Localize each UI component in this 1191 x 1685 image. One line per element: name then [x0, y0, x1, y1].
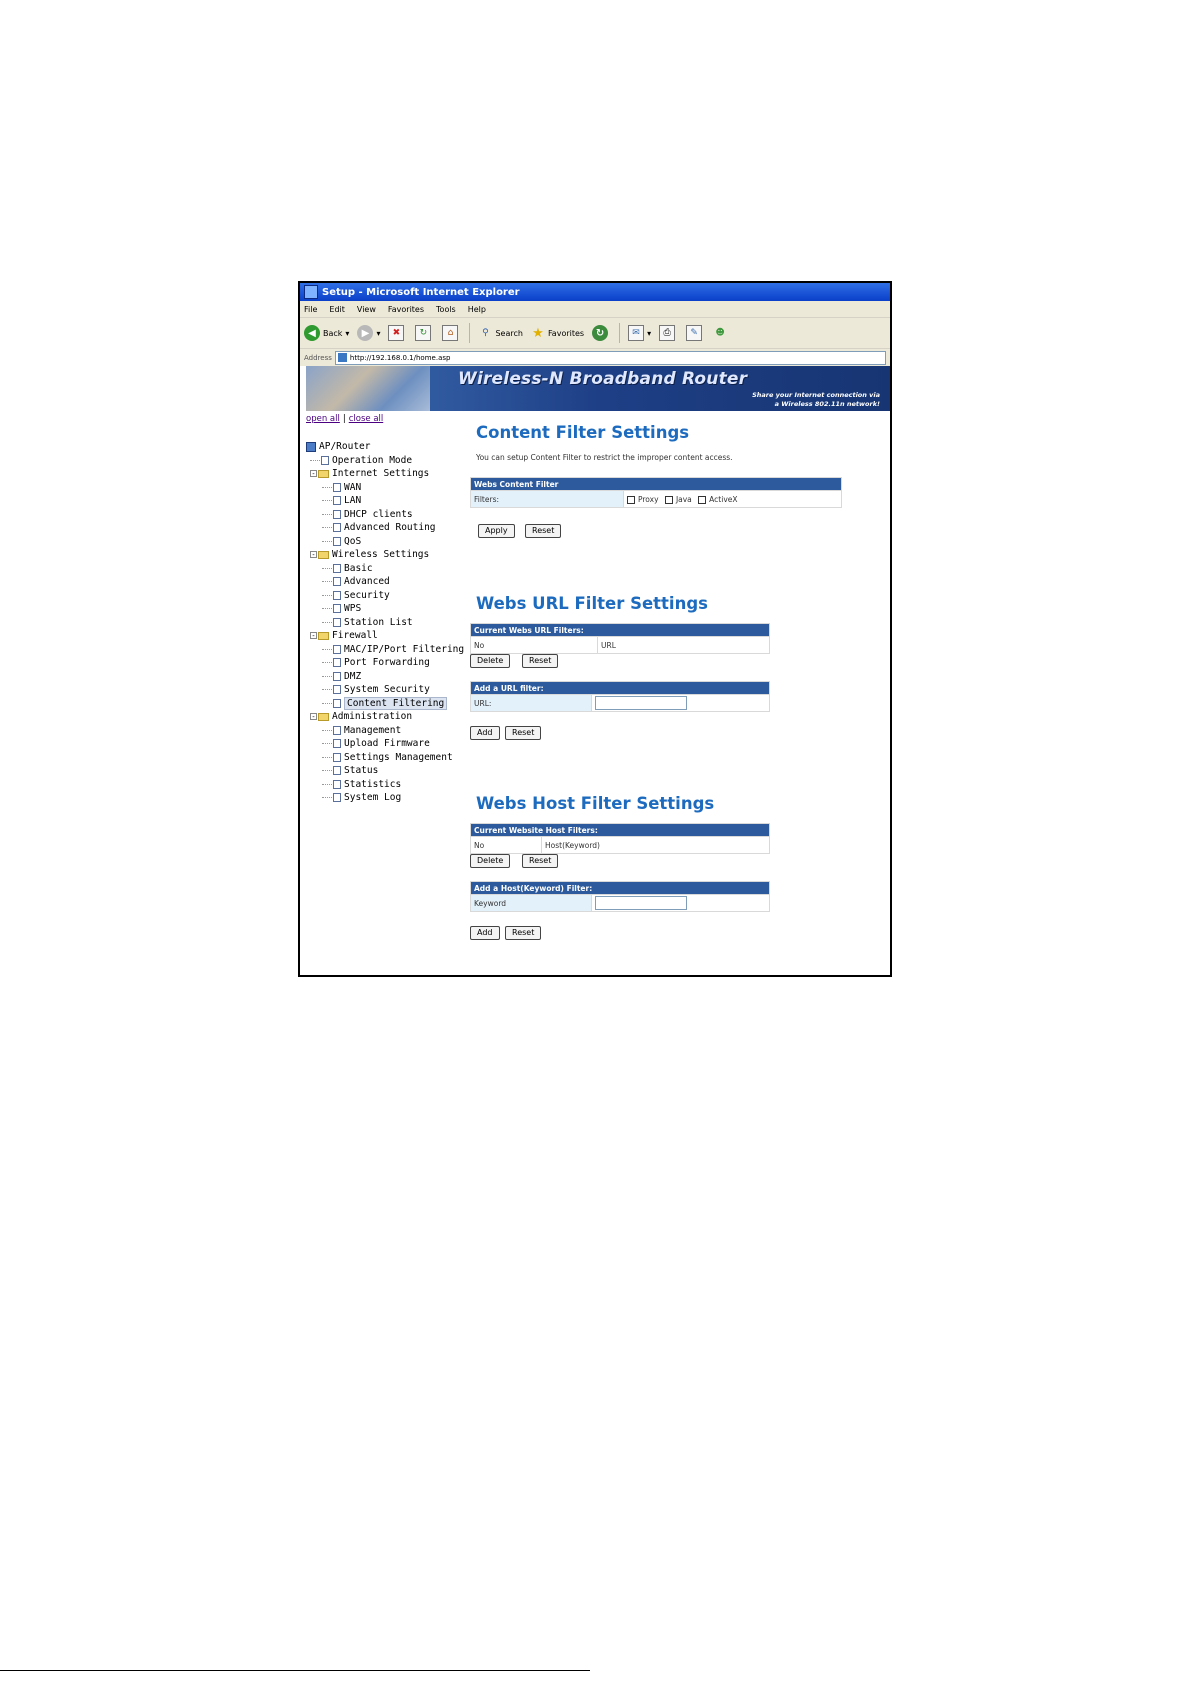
forward-arrow-icon: ▶: [357, 325, 373, 341]
tree-item[interactable]: [306, 589, 486, 603]
tree-item-label: Status: [344, 765, 379, 776]
search-icon: ⚲: [482, 328, 489, 338]
page-icon: [333, 577, 341, 586]
tree-item-label: System Security: [344, 684, 430, 695]
tree-item[interactable]: [306, 508, 486, 522]
page-icon: [333, 510, 341, 519]
tree-connector: [322, 676, 332, 677]
url-reset-button[interactable]: Reset: [522, 654, 558, 668]
tree-folder[interactable]: [306, 629, 486, 643]
host-delete-button[interactable]: Delete: [470, 854, 510, 868]
tree-connector: [322, 527, 332, 528]
banner-tagline: a Wireless 802.11n network!: [774, 400, 880, 408]
folder-icon: [318, 713, 329, 721]
tree-connector: [322, 649, 332, 650]
close-all-link[interactable]: close all: [348, 414, 384, 424]
banner-photo: [306, 366, 430, 411]
url-field-label: URL:: [471, 695, 592, 712]
tree-item[interactable]: [306, 602, 486, 616]
page-icon: [333, 739, 341, 748]
tree-item[interactable]: [306, 656, 486, 670]
toolbar-separator: [619, 323, 620, 343]
search-button[interactable]: [478, 326, 522, 340]
toolbar: [300, 318, 890, 349]
table-header: Current Webs URL Filters:: [471, 624, 770, 637]
page-icon: [333, 604, 341, 613]
page-icon: [333, 753, 341, 762]
tree-item-label: Content Filtering: [344, 697, 447, 710]
menu-view[interactable]: View: [356, 304, 376, 314]
tree-item[interactable]: [306, 562, 486, 576]
tree-item-label: WAN: [344, 481, 362, 493]
tree-connector: [322, 662, 332, 663]
current-host-filters-table: [470, 823, 770, 854]
back-arrow-icon: ◀: [304, 325, 320, 341]
tree-connector: [322, 784, 332, 785]
apply-button[interactable]: Apply: [478, 524, 515, 538]
column-header-url: URL: [598, 637, 770, 654]
page-icon: [333, 591, 341, 600]
tree-item[interactable]: [306, 791, 486, 805]
filters-options: [624, 491, 842, 508]
page-icon: [333, 685, 341, 694]
search-label: Search: [495, 328, 523, 338]
tree-item-label: System Log: [344, 792, 402, 803]
address-bar: [300, 349, 890, 367]
tree-item[interactable]: [306, 751, 486, 765]
menu-file[interactable]: File: [304, 304, 318, 314]
column-header-host: Host(Keyword): [542, 837, 770, 854]
tree-connector: [322, 703, 332, 704]
router-banner: [306, 366, 890, 411]
tree-item[interactable]: [306, 778, 486, 792]
page-icon: [333, 523, 341, 532]
toolbar-separator: [469, 323, 470, 343]
mail-icon: ✉: [628, 325, 644, 341]
folder-icon: [318, 632, 329, 640]
tree-item-label: Basic: [344, 562, 373, 574]
computer-icon: [306, 442, 316, 452]
tree-item-label: Port Forwarding: [344, 657, 430, 668]
mail-dropdown-icon[interactable]: ▾: [647, 328, 652, 338]
tree-connector: [322, 595, 332, 596]
tree-item-label: Upload Firmware: [344, 738, 430, 749]
home-button[interactable]: [442, 325, 461, 341]
address-url: http://192.168.0.1/home.asp: [349, 353, 451, 362]
tree-connector: [310, 460, 320, 461]
tree-folder[interactable]: [306, 710, 486, 724]
tree-item-label: Operation Mode: [332, 454, 413, 466]
link-separator: |: [342, 414, 346, 424]
tree-connector: [322, 622, 332, 623]
tree-item-label: DHCP clients: [344, 508, 413, 520]
tree-connector: [322, 500, 332, 501]
refresh-button[interactable]: [415, 325, 434, 341]
host-add-reset-button[interactable]: Reset: [505, 926, 541, 940]
page-icon: [321, 456, 329, 465]
tree-connector: [322, 608, 332, 609]
tree-item[interactable]: [306, 737, 486, 751]
tree-connector: [322, 514, 332, 515]
collapse-toggle-icon[interactable]: -: [311, 551, 316, 559]
tree-item-label: Advanced: [344, 576, 390, 587]
tree-item-label: Security: [344, 589, 390, 601]
tree-item-label: Wireless Settings: [332, 549, 430, 560]
tree-item[interactable]: [306, 521, 486, 535]
tree-root[interactable]: [306, 440, 486, 454]
page-icon: [338, 353, 347, 362]
page-icon: [333, 766, 341, 775]
mail-button[interactable]: [628, 325, 651, 341]
favorites-label: Favorites: [547, 328, 585, 338]
history-button[interactable]: [592, 325, 611, 341]
tree-item[interactable]: [306, 616, 486, 630]
page-icon: [333, 658, 341, 667]
collapse-toggle-icon[interactable]: -: [311, 713, 316, 721]
url-add-reset-button[interactable]: Reset: [505, 726, 541, 740]
tree-item[interactable]: [306, 724, 486, 738]
forward-button[interactable]: [357, 325, 380, 341]
tree-connector: [322, 541, 332, 542]
collapse-toggle-icon[interactable]: -: [311, 632, 316, 640]
java-checkbox[interactable]: [665, 496, 673, 504]
page-icon: [333, 726, 341, 735]
tree-item-label: MAC/IP/Port Filtering: [344, 643, 465, 655]
print-button[interactable]: [659, 325, 678, 341]
tree-item-label: Advanced Routing: [344, 522, 436, 533]
tree-item-label: Firewall: [332, 630, 378, 641]
page-icon: [333, 618, 341, 627]
menu-favorites[interactable]: Favorites: [387, 304, 425, 314]
banner-tagline: Share your Internet connection via: [752, 391, 880, 399]
page-icon: [333, 496, 341, 505]
tree-item-label: WPS: [344, 603, 362, 614]
page-icon: [333, 564, 341, 573]
add-host-filter-table: [470, 881, 770, 912]
back-dropdown-icon[interactable]: ▾: [345, 328, 350, 338]
tree-item[interactable]: [306, 764, 486, 778]
url-input[interactable]: [595, 696, 687, 710]
content-reset-button[interactable]: Reset: [525, 524, 561, 538]
current-url-filters-table: [470, 623, 770, 654]
page-icon: [333, 645, 341, 654]
tree-item-label: Administration: [332, 711, 413, 722]
content-filter-table: [470, 477, 842, 508]
menu-edit[interactable]: Edit: [329, 304, 345, 314]
tree-item-label: Management: [344, 724, 402, 736]
table-header: Webs Content Filter: [471, 478, 842, 491]
page-icon: [333, 483, 341, 492]
tree-item-label: Statistics: [344, 778, 402, 790]
banner-title: Wireless-N Broadband Router: [458, 369, 748, 389]
tree-connector: [322, 487, 332, 488]
tree-connector: [322, 743, 332, 744]
address-label: Address: [304, 353, 332, 362]
tree-connector: [322, 770, 332, 771]
tree-item[interactable]: [306, 697, 486, 711]
collapse-toggle-icon[interactable]: -: [311, 470, 316, 478]
tree-item[interactable]: [306, 494, 486, 508]
tree-connector: [322, 568, 332, 569]
menu-bar: [300, 301, 890, 318]
open-all-link[interactable]: open all: [306, 414, 340, 424]
host-filter-title: Webs Host Filter Settings: [476, 794, 715, 813]
keyword-field-cell: [592, 895, 770, 912]
page-icon: [333, 793, 341, 802]
host-reset-button[interactable]: Reset: [522, 854, 558, 868]
tree-item-label: Internet Settings: [332, 468, 430, 479]
window-title: Setup - Microsoft Internet Explorer: [322, 286, 520, 298]
edit-button[interactable]: [686, 325, 705, 341]
content-filter-title: Content Filter Settings: [476, 423, 690, 442]
refresh-icon: ↻: [415, 325, 431, 341]
menu-help[interactable]: Help: [467, 304, 486, 314]
tree-item-label: Station List: [344, 616, 413, 628]
edit-icon: ✎: [686, 325, 702, 341]
tree-controls: [306, 414, 383, 424]
activex-label: ActiveX: [709, 494, 738, 504]
tree-root-label: AP/Router: [319, 441, 371, 452]
column-header-no: No: [471, 637, 598, 654]
stop-icon: ✖: [388, 325, 404, 341]
history-icon: ↻: [592, 325, 608, 341]
table-header: Current Website Host Filters:: [471, 824, 770, 837]
table-header: Add a Host(Keyword) Filter:: [471, 882, 770, 895]
table-header: Add a URL filter:: [471, 682, 770, 695]
page-icon: [333, 780, 341, 789]
tree-connector: [322, 797, 332, 798]
menu-tools[interactable]: Tools: [436, 304, 456, 314]
tree-item[interactable]: [306, 683, 486, 697]
tree-item-label: LAN: [344, 495, 362, 506]
content-filter-description: You can setup Content Filter to restrict the improper content access.: [476, 453, 733, 462]
forward-dropdown-icon[interactable]: ▾: [376, 328, 381, 338]
tree-folder[interactable]: [306, 467, 486, 481]
nav-tree: [306, 440, 486, 805]
activex-checkbox[interactable]: [698, 496, 706, 504]
proxy-checkbox[interactable]: [627, 496, 635, 504]
page-icon: [333, 699, 341, 708]
tree-connector: [322, 581, 332, 582]
folder-icon: [318, 470, 329, 478]
tree-item[interactable]: [306, 575, 486, 589]
proxy-label: Proxy: [638, 494, 659, 504]
home-icon: ⌂: [442, 325, 458, 341]
tree-item-label: QoS: [344, 535, 362, 547]
favorites-button[interactable]: [531, 326, 584, 340]
folder-icon: [318, 551, 329, 559]
tree-connector: [322, 757, 332, 758]
tree-item[interactable]: [306, 481, 486, 495]
printer-icon: ⎙: [659, 325, 675, 341]
url-delete-button[interactable]: Delete: [470, 654, 510, 668]
browser-window: [298, 281, 892, 977]
keyword-input[interactable]: [595, 896, 687, 910]
tree-connector: [322, 730, 332, 731]
tree-item[interactable]: [306, 535, 486, 549]
sidebar: [306, 411, 466, 911]
host-add-button[interactable]: Add: [470, 926, 500, 940]
tree-folder[interactable]: [306, 548, 486, 562]
back-button[interactable]: [304, 325, 349, 341]
footnote-rule: [0, 1670, 590, 1671]
column-header-no: No: [471, 837, 542, 854]
url-add-button[interactable]: Add: [470, 726, 500, 740]
messenger-button[interactable]: [713, 326, 730, 340]
ie-logo-icon: [304, 285, 318, 299]
page-icon: [333, 672, 341, 681]
page-content: [300, 366, 890, 975]
back-label: Back: [323, 328, 343, 338]
tree-item[interactable]: [306, 643, 486, 657]
url-filter-title: Webs URL Filter Settings: [476, 594, 708, 613]
tree-item[interactable]: [306, 454, 486, 468]
url-field-cell: [592, 695, 770, 712]
tree-item[interactable]: [306, 670, 486, 684]
stop-button[interactable]: [388, 325, 407, 341]
tree-item-label: DMZ: [344, 670, 362, 682]
address-input[interactable]: [335, 351, 886, 365]
page-icon: [333, 537, 341, 546]
tree-connector: [322, 689, 332, 690]
java-label: Java: [675, 494, 692, 504]
title-bar: [300, 283, 890, 301]
add-url-filter-table: [470, 681, 770, 712]
keyword-field-label: Keyword: [471, 895, 592, 912]
star-icon: ★: [532, 325, 544, 341]
filters-label: Filters:: [471, 491, 624, 508]
messenger-icon: ☻: [715, 328, 725, 338]
tree-item-label: Settings Management: [344, 751, 453, 763]
